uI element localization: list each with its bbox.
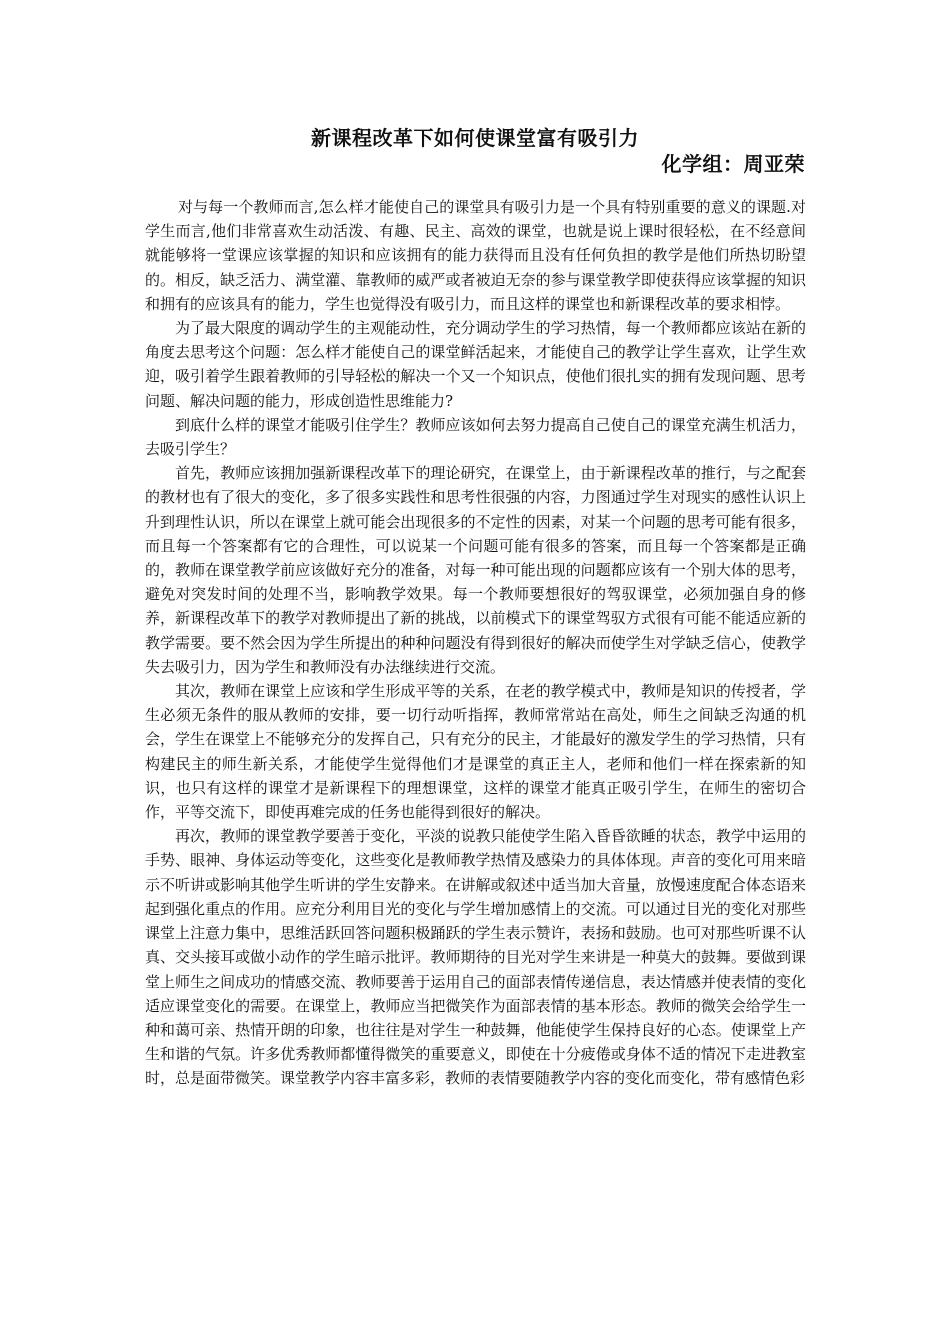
body-paragraph: 到底什么样的课堂才能吸引住学生？教师应该如何去努力提高自己使自己的课堂充满生机活力，去吸引学生？: [145, 415, 806, 459]
document-author: 化学组：周亚荣: [661, 152, 805, 176]
body-paragraph: 为了最大限度的调动学生的主观能动性，充分调动学生的学习热情，每一个教师都应该站在新的角度去思考这个问题：怎么样才能使自己的课堂鲜活起来，才能使自己的教学让学生喜欢，让学生欢迎，吸引着学生跟着教师的引导轻松的解决一个又一个知识点，使他们很扎实的拥有发现问题、思考问题、解决问题的能力，形成创造性思维能力?: [145, 319, 806, 410]
body-paragraph: 再次，教师的课堂教学要善于变化，平淡的说教只能使学生陷入昏昏欲睡的状态，教学中运用的手势、眼神、身体运动等变化，这些变化是教师教学热情及感染力的具体体现。声音的变化可用来暗示不听讲或影响其他学生听讲的学生安静来。在讲解或叙述中适当加大音量，放慢速度配合体态语来起到强化重点的作用。应充分利用目光的变化与学生增加感情上的交流。可以通过目光的变化对那些课堂上注意力集中，思维活跃回答问题积极踊跃的学生表示赞许，表扬和鼓励。也可对那些听课不认真、交头接耳或做小动作的学生暗示批评。教师期待的目光对学生来讲是一种莫大的鼓舞。要做到课堂上师生之间成功的情感交流、教师要善于运用自己的面部表情传递信息，表达情感并使表情的变化适应课堂变化的需要。在课堂上，教师应当把微笑作为面部表情的基本形态。教师的微笑会给学生一种和蔼可亲、热情开朗的印象，也往往是对学生一种鼓舞，他能使学生保持良好的心态。使课堂上产生和谐的气氛。许多优秀教师都懂得微笑的重要意义，即使在十分疲倦或身体不适的情况下走进教室时，总是面带微笑。课堂教学内容丰富多彩，教师的表情要随教学内容的变化而变化，带有感情色彩: [145, 827, 806, 1088]
body-paragraph: 首先，教师应该拥加强新课程改革下的理论研究，在课堂上，由于新课程改革的推行，与之配套的教材也有了很大的变化，多了很多实践性和思考性很强的内容，力图通过学生对现实的感性认识上升到理性认识，所以在课堂上就可能会出现很多的不定性的因素，对某一个问题的思考可能有很多，而且每一个答案都有它的合理性，可以说某一个问题可能有很多的答案，而且每一个答案都是正确的，教师在课堂教学前应该做好充分的准备，对每一种可能出现的问题都应该有一个别大体的思考，避免对突发时间的处理不当，影响教学效果。每一个教师要想很好的驾驭课堂，必须加强自身的修养，新课程改革下的教学对教师提出了新的挑战，以前模式下的课堂驾驭方式很有可能不能适应新的教学需要。要不然会因为学生所提出的种种问题没有得到很好的解决而使学生对学缺乏信心，使教学失去吸引力，因为学生和教师没有办法继续进行交流。: [145, 464, 806, 676]
body-paragraph: 其次，教师在课堂上应该和学生形成平等的关系，在老的教学模式中，教师是知识的传授者，学生必须无条件的服从教师的安排，要一切行动听指挥，教师常常站在高处，师生之间缺乏沟通的机会，学生在课堂上不能够充分的发挥自己，只有充分的民主，才能最好的激发学生的学习热情，只有构建民主的师生新关系，才能使学生觉得他们才是课堂的真正主人，老师和他们一样在探索新的知识，也只有这样的课堂才是新课程下的理想课堂，这样的课堂才能真正吸引学生，在师生的密切合作，平等交流下，即使再难完成的任务也能得到很好的解决。: [145, 682, 806, 822]
body-paragraph: 对与每一个教师而言,怎么样才能使自己的课堂具有吸引力是一个具有特别重要的意义的课题.对学生而言,他们非常喜欢生动活泼、有趣、民主、高效的课堂，也就是说上课时很轻松，在不经意间就能够将一堂课应该掌握的知识和应该拥有的能力获得而且没有任何负担的教学是他们所热切盼望的。相反，缺乏活力、满堂灌、靠教师的威严或者被迫无奈的参与课堂教学即使获得应该掌握的知识和拥有的应该具有的能力，学生也觉得没有吸引力，而且这样的课堂也和新课程改革的要求相悖。: [145, 198, 806, 313]
document-body: [145, 195, 806, 1091]
document-title: 新课程改革下如何使课堂富有吸引力: [311, 126, 639, 150]
